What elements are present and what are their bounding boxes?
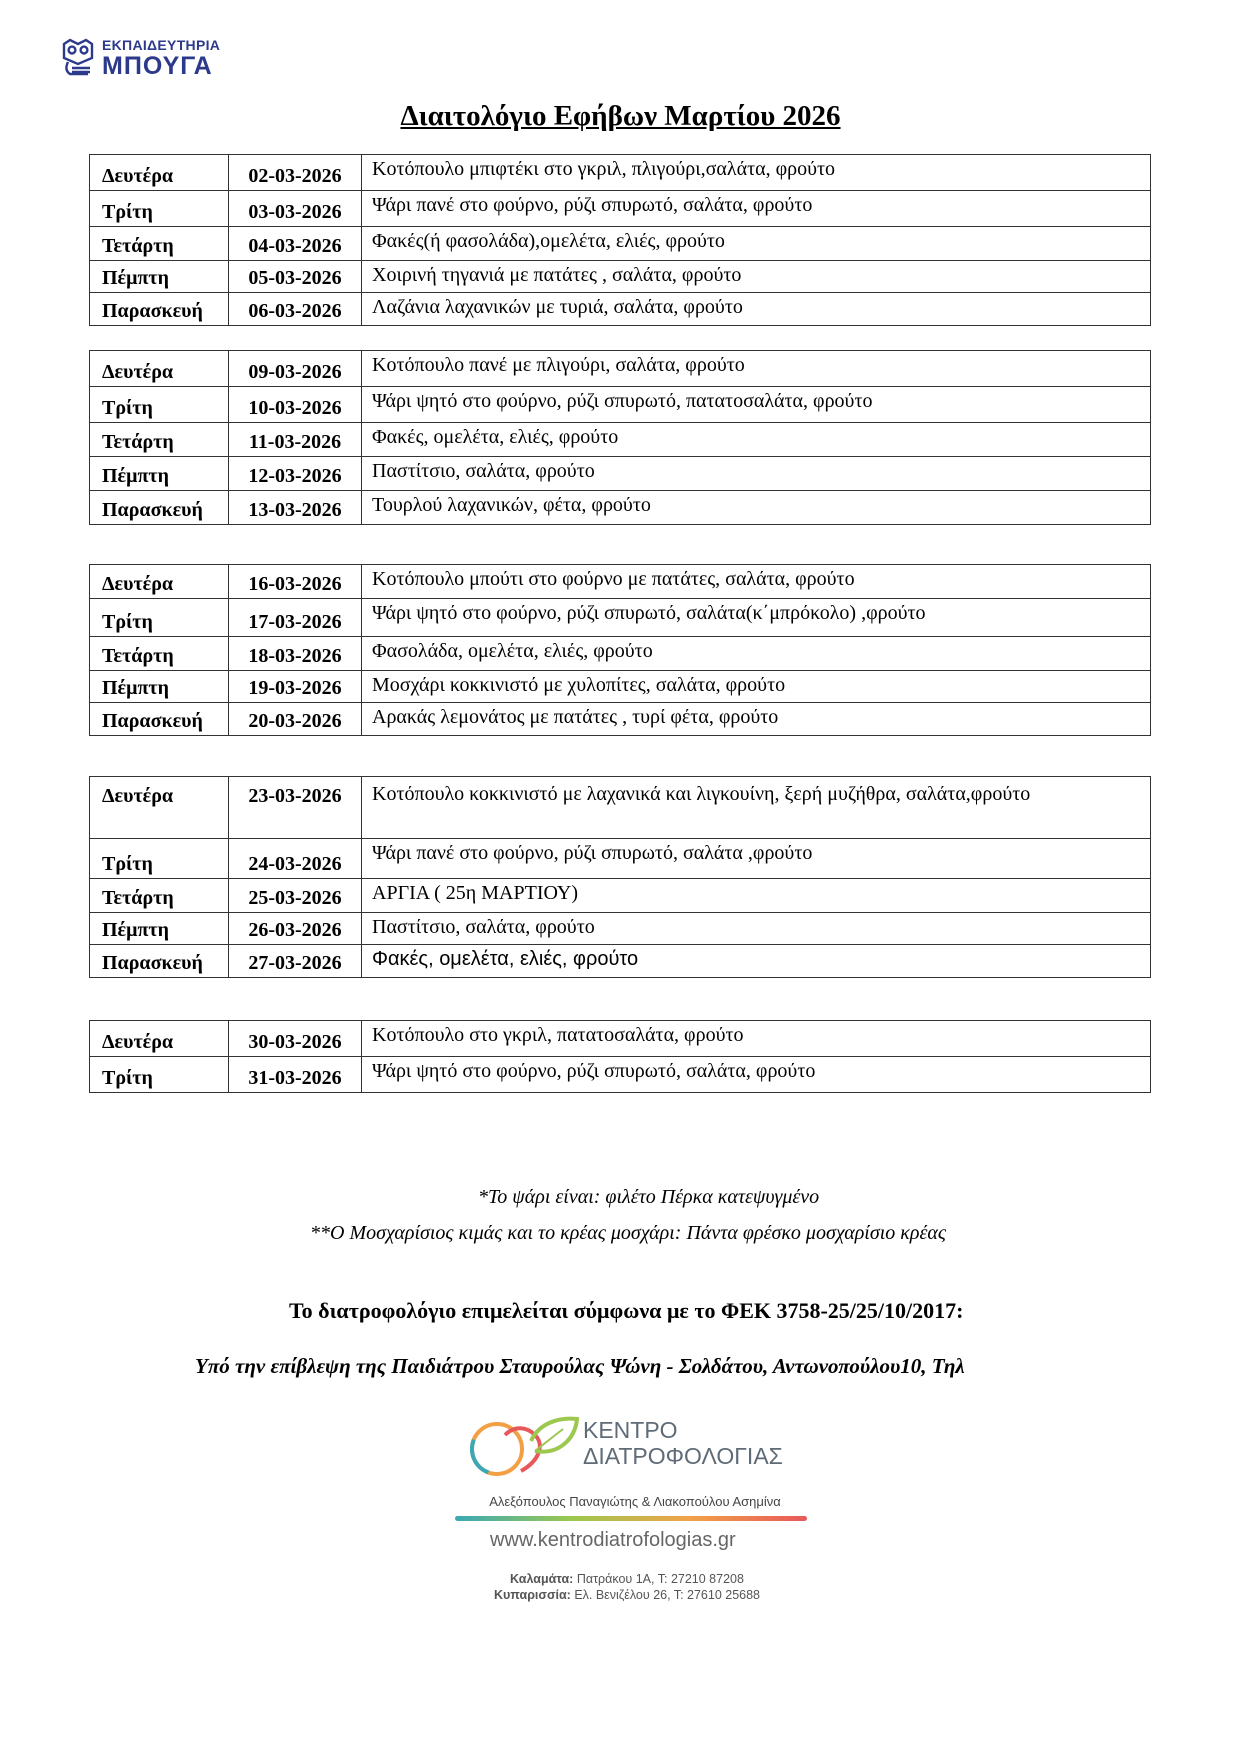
logo-line1: ΕΚΠΑΙΔΕΥΤΗΡΙΑ	[102, 36, 221, 53]
day-cell: Παρασκευή	[90, 293, 229, 326]
table-row	[90, 457, 1151, 491]
day-cell: Δευτέρα	[90, 1021, 229, 1057]
addresses	[477, 1571, 777, 1603]
menu-cell: Κοτόπουλο μπούτι στο φούρνο με πατάτες, σαλάτα, φρούτο	[362, 565, 1151, 599]
week-table-4	[89, 776, 1151, 978]
menu-cell: Ψάρι ψητό στο φούρνο, ρύζι σπυρωτό, σαλάτα(κ΄μπρόκολο) ,φρούτο	[362, 599, 1151, 637]
table-row	[90, 703, 1151, 736]
date-cell: 02-03-2026	[229, 155, 362, 191]
table-row	[90, 293, 1151, 326]
note-fish: *Το ψάρι είναι: φιλέτο Πέρκα κατεψυγμένο	[478, 1186, 820, 1208]
day-cell: Τρίτη	[90, 1057, 229, 1093]
address-label: Κυπαρισσία:	[493, 1588, 571, 1602]
day-cell: Δευτέρα	[90, 565, 229, 599]
date-cell: 03-03-2026	[229, 191, 362, 227]
week-table-2	[89, 350, 1151, 525]
date-cell: 30-03-2026	[229, 1021, 362, 1057]
table-row	[90, 191, 1151, 227]
day-cell: Πέμπτη	[90, 671, 229, 703]
date-cell: 06-03-2026	[229, 293, 362, 326]
menu-cell: Φακές, ομελέτα, ελιές, φρούτο	[362, 945, 1151, 978]
menu-cell: Τουρλού λαχανικών, φέτα, φρούτο	[362, 491, 1151, 525]
menu-cell: Ψάρι ψητό στο φούρνο, ρύζι σπυρωτό, σαλάτα, φρούτο	[362, 1057, 1151, 1093]
day-cell: Παρασκευή	[90, 945, 229, 978]
week-table-1	[89, 154, 1151, 326]
day-cell: Πέμπτη	[90, 913, 229, 945]
table-row	[90, 671, 1151, 703]
table-row	[90, 423, 1151, 457]
date-cell: 17-03-2026	[229, 599, 362, 637]
heart-leaf-icon	[463, 1405, 581, 1485]
menu-cell: Κοτόπουλο πανέ με πλιγούρι, σαλάτα, φρούτο	[362, 351, 1151, 387]
date-cell: 20-03-2026	[229, 703, 362, 736]
menu-cell: Φακές, ομελέτα, ελιές, φρούτο	[362, 423, 1151, 457]
note-beef: **Ο Μοσχαρίσιος κιμάς και το κρέας μοσχάρι: Πάντα φρέσκο μοσχαρίσιο κρέας	[310, 1222, 946, 1244]
day-cell: Τρίτη	[90, 839, 229, 879]
date-cell: 04-03-2026	[229, 227, 362, 261]
day-cell: Δευτέρα	[90, 155, 229, 191]
supervision-line: Υπό την επίβλεψη της Παιδιάτρου Σταυρούλας Ψώνη - Σολδάτου, Αντωνοπούλου10, Τηλ	[195, 1354, 965, 1378]
menu-cell: Ψάρι πανέ στο φούρνο, ρύζι σπυρωτό, σαλάτα, φρούτο	[362, 191, 1151, 227]
day-cell: Τρίτη	[90, 387, 229, 423]
day-cell: Τετάρτη	[90, 637, 229, 671]
day-cell: Τετάρτη	[90, 879, 229, 913]
table-row	[90, 777, 1151, 839]
brand-line2: ΔΙΑΤΡΟΦΟΛΟΓΙΑΣ	[583, 1443, 783, 1469]
menu-cell: Μοσχάρι κοκκινιστό με χυλοπίτες, σαλάτα, φρούτο	[362, 671, 1151, 703]
menu-cell: Παστίτσιο, σαλάτα, φρούτο	[362, 913, 1151, 945]
table-row	[90, 565, 1151, 599]
menu-cell: Λαζάνια λαχανικών με τυριά, σαλάτα, φρούτο	[362, 293, 1151, 326]
brand-line1: ΚΕΝΤΡΟ	[583, 1417, 678, 1443]
table-row	[90, 387, 1151, 423]
menu-cell: Κοτόπουλο κοκκινιστό με λαχανικά και λιγκουίνη, ξερή μυζήθρα, σαλάτα,φρούτο	[362, 777, 1151, 839]
menu-cell: Φασολάδα, ομελέτα, ελιές, φρούτο	[362, 637, 1151, 671]
date-cell: 24-03-2026	[229, 839, 362, 879]
day-cell: Δευτέρα	[90, 777, 229, 839]
date-cell: 19-03-2026	[229, 671, 362, 703]
day-cell: Παρασκευή	[90, 703, 229, 736]
day-cell: Τετάρτη	[90, 227, 229, 261]
date-cell: 13-03-2026	[229, 491, 362, 525]
table-row	[90, 913, 1151, 945]
owl-book-icon	[58, 36, 98, 80]
week-table-3	[89, 564, 1151, 736]
menu-cell: Κοτόπουλο στο γκριλ, πατατοσαλάτα, φρούτο	[362, 1021, 1151, 1057]
table-row	[90, 155, 1151, 191]
date-cell: 18-03-2026	[229, 637, 362, 671]
date-cell: 12-03-2026	[229, 457, 362, 491]
date-cell: 25-03-2026	[229, 879, 362, 913]
date-cell: 27-03-2026	[229, 945, 362, 978]
table-row	[90, 637, 1151, 671]
table-row	[90, 599, 1151, 637]
day-cell: Τρίτη	[90, 599, 229, 637]
address-label: Καλαμάτα:	[510, 1572, 574, 1586]
menu-cell: ΑΡΓΙΑ ( 25η ΜΑΡΤΙΟΥ)	[362, 879, 1151, 913]
day-cell: Δευτέρα	[90, 351, 229, 387]
table-row	[90, 261, 1151, 293]
table-row	[90, 227, 1151, 261]
menu-cell: Κοτόπουλο μπιφτέκι στο γκριλ, πλιγούρι,σαλάτα, φρούτο	[362, 155, 1151, 191]
date-cell: 11-03-2026	[229, 423, 362, 457]
table-row	[90, 491, 1151, 525]
date-cell: 31-03-2026	[229, 1057, 362, 1093]
menu-cell: Ψάρι πανέ στο φούρνο, ρύζι σπυρωτό, σαλάτα ,φρούτο	[362, 839, 1151, 879]
page-title: Διαιτολόγιο Εφήβων Μαρτίου 2026	[400, 100, 841, 132]
center-names: Αλεξόπουλος Παναγιώτης & Λιακοπούλου Ασημίνα	[489, 1494, 781, 1509]
table-row	[90, 1057, 1151, 1093]
date-cell: 26-03-2026	[229, 913, 362, 945]
school-logo	[58, 34, 248, 82]
day-cell: Πέμπτη	[90, 457, 229, 491]
date-cell: 10-03-2026	[229, 387, 362, 423]
date-cell: 16-03-2026	[229, 565, 362, 599]
table-row	[90, 839, 1151, 879]
menu-cell: Παστίτσιο, σαλάτα, φρούτο	[362, 457, 1151, 491]
date-cell: 23-03-2026	[229, 777, 362, 839]
menu-cell: Ψάρι ψητό στο φούρνο, ρύζι σπυρωτό, πατατοσαλάτα, φρούτο	[362, 387, 1151, 423]
address-text: Πατράκου 1Α, Τ: 27210 87208	[576, 1572, 744, 1586]
menu-cell: Αρακάς λεμονάτος με πατάτες , τυρί φέτα, φρούτο	[362, 703, 1151, 736]
table-row	[90, 879, 1151, 913]
day-cell: Τετάρτη	[90, 423, 229, 457]
fek-line: Το διατροφολόγιο επιμελείται σύμφωνα με το ΦΕΚ 3758-25/25/10/2017:	[289, 1298, 964, 1323]
day-cell: Παρασκευή	[90, 491, 229, 525]
menu-cell: Χοιρινή τηγανιά με πατάτες , σαλάτα, φρούτο	[362, 261, 1151, 293]
menu-cell: Φακές(ή φασολάδα),ομελέτα, ελιές, φρούτο	[362, 227, 1151, 261]
table-row	[90, 351, 1151, 387]
website-text: www.kentrodiatrofologias.gr	[490, 1529, 736, 1551]
color-divider	[455, 1516, 807, 1521]
logo-line2: ΜΠΟΥΓΑ	[102, 51, 213, 80]
table-row	[90, 945, 1151, 978]
address-text: Ελ. Βενιζέλου 26, Τ: 27610 25688	[574, 1588, 761, 1602]
table-row	[90, 1021, 1151, 1057]
nutrition-center-logo	[455, 1405, 815, 1615]
date-cell: 05-03-2026	[229, 261, 362, 293]
week-table-5	[89, 1020, 1151, 1093]
day-cell: Πέμπτη	[90, 261, 229, 293]
day-cell: Τρίτη	[90, 191, 229, 227]
date-cell: 09-03-2026	[229, 351, 362, 387]
